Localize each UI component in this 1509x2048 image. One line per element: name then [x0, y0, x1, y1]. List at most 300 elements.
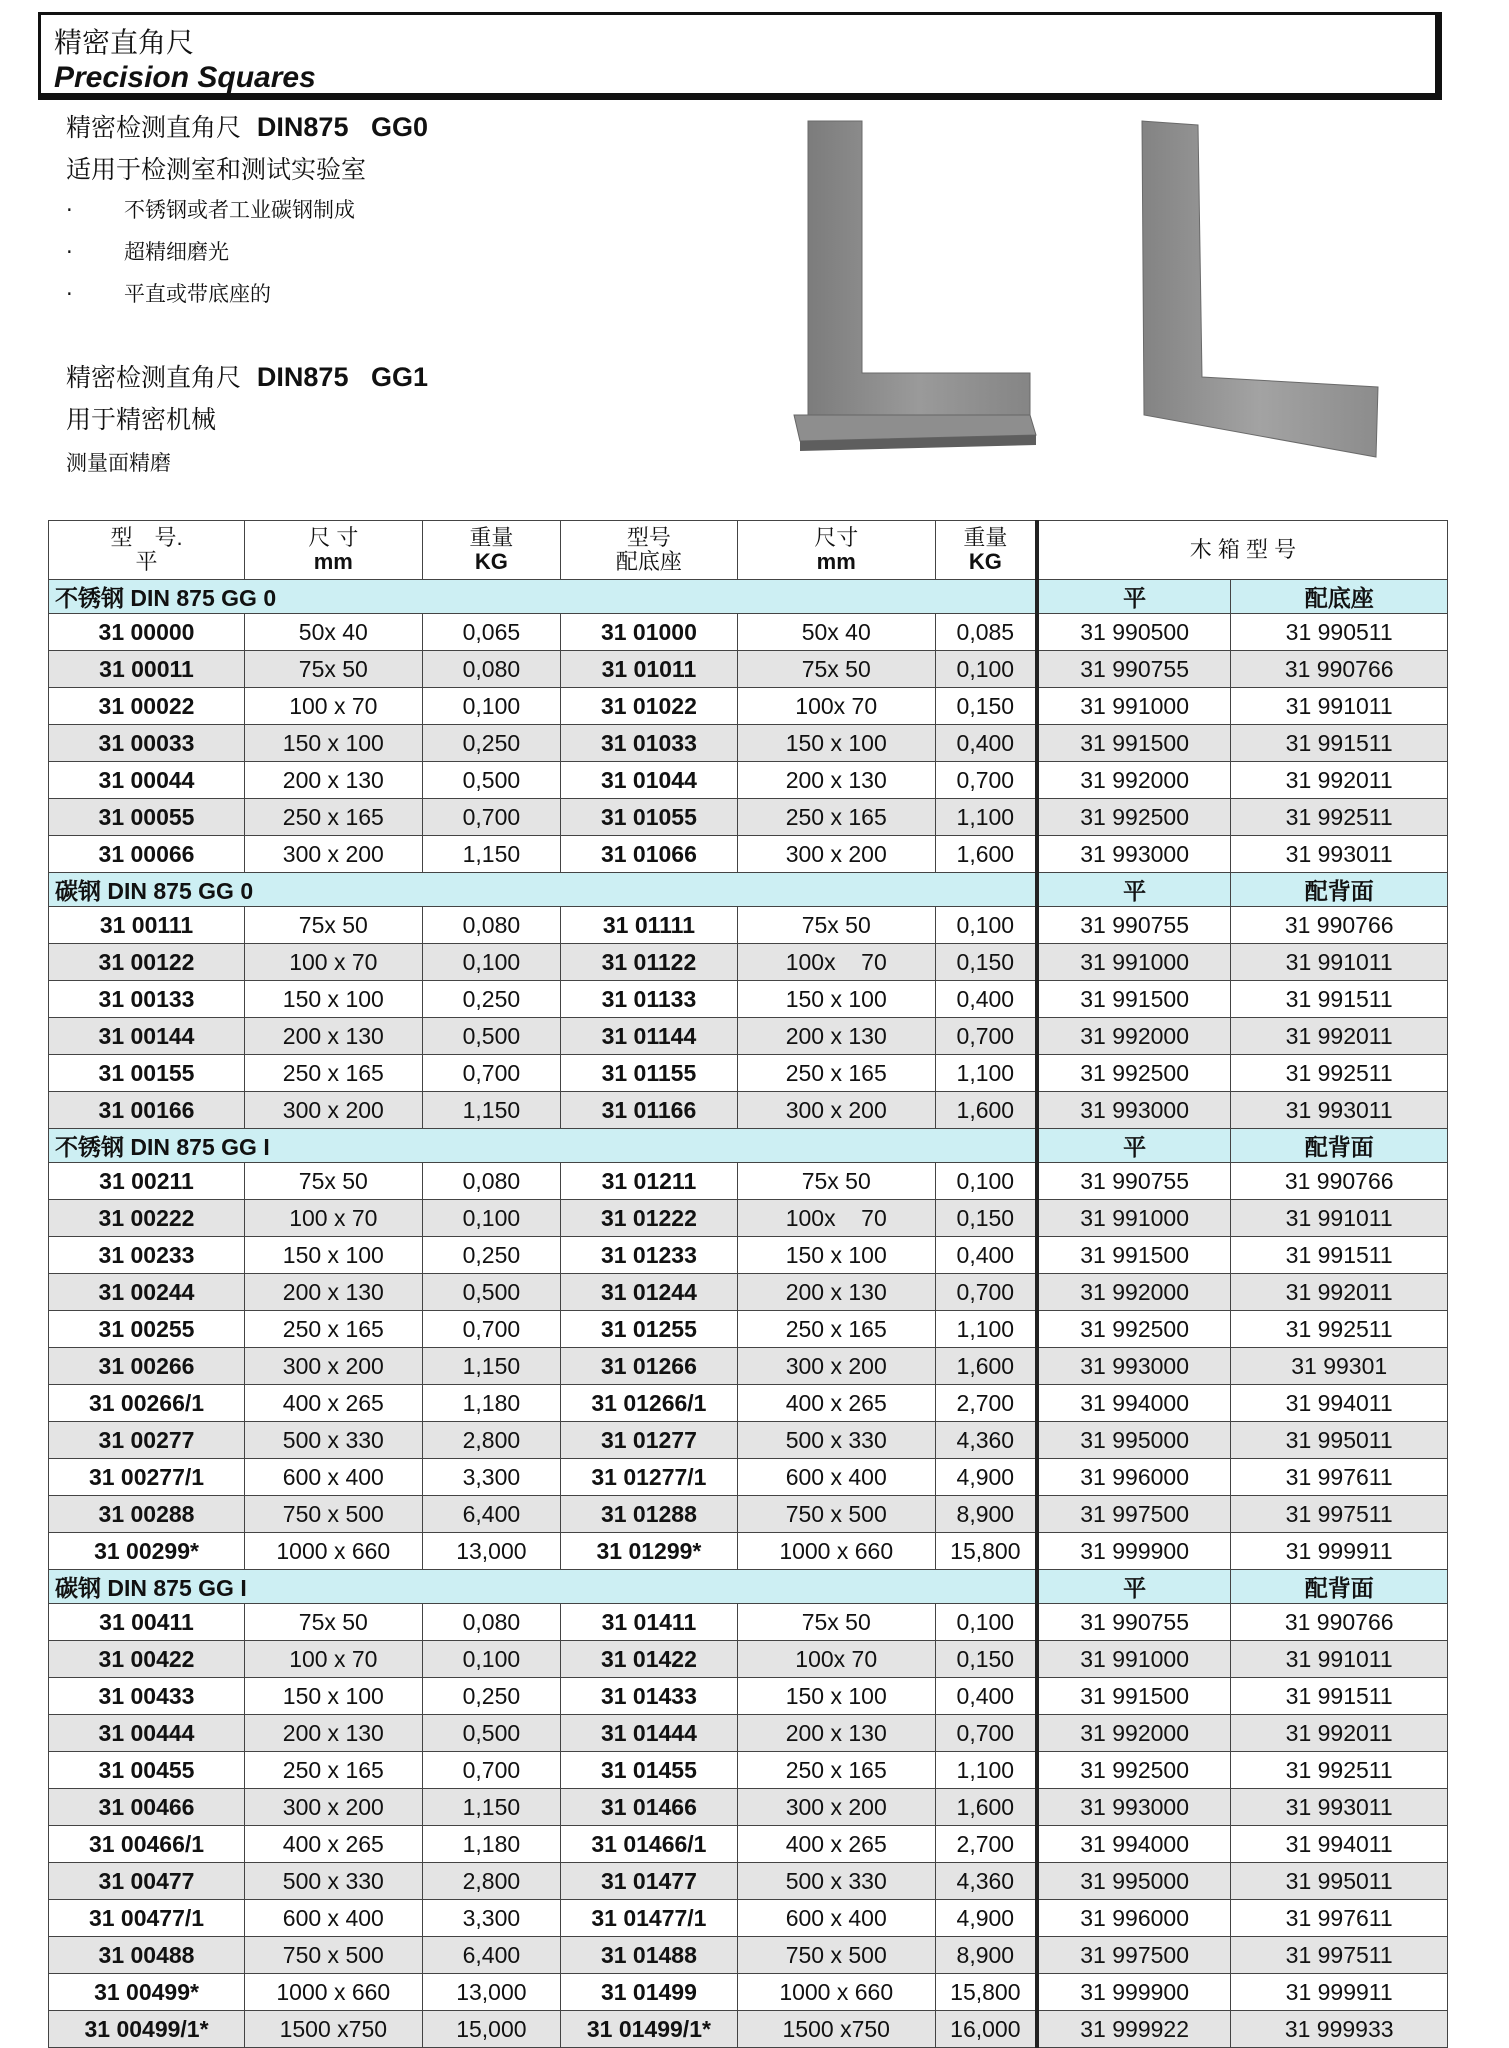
table-cell: 0,250 — [422, 725, 561, 762]
table-row — [49, 1348, 1448, 1385]
table-cell: 200 x 130 — [737, 1715, 935, 1752]
intro2-sub: 用于精密机械 — [66, 405, 217, 434]
bullet-text: 超精细磨光 — [124, 240, 229, 264]
table-cell: 0,150 — [935, 688, 1037, 725]
table-cell: 4,900 — [935, 1900, 1037, 1937]
table-row — [49, 1496, 1448, 1533]
table-cell: 8,900 — [935, 1496, 1037, 1533]
table-cell: 0,100 — [935, 651, 1037, 688]
table-cell: 500 x 330 — [737, 1863, 935, 1900]
table-cell: 31 00466 — [49, 1789, 245, 1826]
table-cell: 0,700 — [422, 799, 561, 836]
table-cell: 31 01211 — [561, 1163, 738, 1200]
table-cell: 0,500 — [422, 762, 561, 799]
col-model-flat: 型 号. 平 — [49, 521, 245, 580]
table-cell: 31 995000 — [1037, 1422, 1231, 1459]
section-header — [49, 873, 1448, 907]
title-box — [38, 12, 1442, 100]
table-cell: 31 00466/1 — [49, 1826, 245, 1863]
table-cell: 1000 x 660 — [245, 1974, 423, 2011]
table-cell: 0,700 — [935, 1274, 1037, 1311]
table-cell: 31 992011 — [1231, 1018, 1448, 1055]
table-cell: 31 994000 — [1037, 1385, 1231, 1422]
table-cell: 0,100 — [935, 1604, 1037, 1641]
table-cell: 1,100 — [935, 1055, 1037, 1092]
table-cell: 0,065 — [422, 614, 561, 651]
table-cell: 0,150 — [935, 944, 1037, 981]
table-cell: 200 x 130 — [245, 1274, 423, 1311]
bullet-3 — [66, 278, 271, 308]
table-cell: 31 995011 — [1231, 1863, 1448, 1900]
table-cell: 75x 50 — [737, 907, 935, 944]
table-row — [49, 1237, 1448, 1274]
table-row — [49, 907, 1448, 944]
intro2-note: 测量面精磨 — [66, 451, 171, 475]
table-cell: 31 01444 — [561, 1715, 738, 1752]
table-cell: 31 992500 — [1037, 1752, 1231, 1789]
table-row — [49, 2011, 1448, 2048]
table-cell: 1000 x 660 — [245, 1533, 423, 1570]
table-cell: 31 00033 — [49, 725, 245, 762]
section-header — [49, 580, 1448, 614]
table-cell: 31 992000 — [1037, 1274, 1231, 1311]
table-cell: 0,400 — [935, 1678, 1037, 1715]
table-cell: 0,500 — [422, 1715, 561, 1752]
table-cell: 600 x 400 — [245, 1459, 423, 1496]
table-cell: 31 01255 — [561, 1311, 738, 1348]
table-row — [49, 1900, 1448, 1937]
table-cell: 0,080 — [422, 651, 561, 688]
table-cell: 31 999922 — [1037, 2011, 1231, 2048]
table-cell: 0,080 — [422, 1604, 561, 1641]
table-cell: 31 995000 — [1037, 1863, 1231, 1900]
intro2-heading-zh: 精密检测直角尺 — [66, 363, 242, 392]
table-cell: 1,180 — [422, 1826, 561, 1863]
table-cell: 31 999900 — [1037, 1533, 1231, 1570]
col-weight-base: 重量 KG — [935, 521, 1037, 580]
table-cell: 31 992000 — [1037, 762, 1231, 799]
table-cell: 300 x 200 — [245, 1092, 423, 1129]
table-cell: 75x 50 — [737, 1604, 935, 1641]
table-cell: 1,150 — [422, 1092, 561, 1129]
table-cell: 250 x 165 — [245, 1752, 423, 1789]
table-cell: 31 01155 — [561, 1055, 738, 1092]
section-box-back: 配背面 — [1231, 873, 1448, 907]
table-cell: 150 x 100 — [737, 1678, 935, 1715]
table-body — [49, 580, 1448, 2048]
table-cell: 100 x 70 — [245, 688, 423, 725]
table-cell: 200 x 130 — [737, 762, 935, 799]
table-cell: 31 991011 — [1231, 688, 1448, 725]
table-cell: 31 01411 — [561, 1604, 738, 1641]
table-cell: 1500 x750 — [245, 2011, 423, 2048]
table-cell: 4,360 — [935, 1422, 1037, 1459]
table-cell: 2,800 — [422, 1422, 561, 1459]
table-cell: 31 992500 — [1037, 1311, 1231, 1348]
table-cell: 250 x 165 — [737, 799, 935, 836]
table-cell: 31 990766 — [1231, 651, 1448, 688]
table-cell: 31 00277/1 — [49, 1459, 245, 1496]
table-cell: 100 x 70 — [245, 944, 423, 981]
table-cell: 250 x 165 — [737, 1055, 935, 1092]
table-cell: 0,500 — [422, 1018, 561, 1055]
table-cell: 31 00111 — [49, 907, 245, 944]
table-cell: 100x 70 — [737, 1200, 935, 1237]
table-cell: 0,150 — [935, 1200, 1037, 1237]
table-cell: 31 01133 — [561, 981, 738, 1018]
table-cell: 31 00299* — [49, 1533, 245, 1570]
table-cell: 31 999911 — [1231, 1974, 1448, 2011]
table-cell: 31 999911 — [1231, 1533, 1448, 1570]
table-cell: 150 x 100 — [737, 725, 935, 762]
table-row — [49, 1092, 1448, 1129]
table-row — [49, 688, 1448, 725]
table-cell: 300 x 200 — [737, 1789, 935, 1826]
table-cell: 31 00444 — [49, 1715, 245, 1752]
table-cell: 31 00255 — [49, 1311, 245, 1348]
table-row — [49, 762, 1448, 799]
table-cell: 31 00433 — [49, 1678, 245, 1715]
col-size-base: 尺寸 mm — [737, 521, 935, 580]
table-cell: 31 993011 — [1231, 1789, 1448, 1826]
table-cell: 31 00044 — [49, 762, 245, 799]
table-cell: 31 993011 — [1231, 836, 1448, 873]
table-cell: 750 x 500 — [737, 1937, 935, 1974]
table-row — [49, 1163, 1448, 1200]
table-cell: 31 01011 — [561, 651, 738, 688]
table-cell: 75x 50 — [737, 1163, 935, 1200]
table-cell: 31 00211 — [49, 1163, 245, 1200]
table-row — [49, 1459, 1448, 1496]
section-header — [49, 1570, 1448, 1604]
table-cell: 1,600 — [935, 1092, 1037, 1129]
table-cell: 1,100 — [935, 1752, 1037, 1789]
table-cell: 8,900 — [935, 1937, 1037, 1974]
table-cell: 31 99301 — [1231, 1348, 1448, 1385]
table-cell: 1500 x750 — [737, 2011, 935, 2048]
table-cell: 500 x 330 — [737, 1422, 935, 1459]
table-cell: 750 x 500 — [245, 1496, 423, 1533]
table-cell: 31 01144 — [561, 1018, 738, 1055]
table-cell: 50x 40 — [245, 614, 423, 651]
table-cell: 0,400 — [935, 981, 1037, 1018]
table-cell: 31 01233 — [561, 1237, 738, 1274]
bullet-mark: · — [66, 282, 73, 306]
table-row — [49, 1055, 1448, 1092]
table-cell: 31 992500 — [1037, 1055, 1231, 1092]
table-cell: 31 01466 — [561, 1789, 738, 1826]
intro1-sub: 适用于检测室和测试实验室 — [66, 155, 367, 184]
section-label: 碳钢 DIN 875 GG I — [49, 1570, 1037, 1604]
title-chinese: 精密直角尺 — [54, 26, 195, 59]
col-weight: 重量 KG — [422, 521, 561, 580]
table-cell: 31 00011 — [49, 651, 245, 688]
table-cell: 31 00144 — [49, 1018, 245, 1055]
table-cell: 31 992000 — [1037, 1018, 1231, 1055]
table-cell: 500 x 330 — [245, 1863, 423, 1900]
table-row — [49, 1604, 1448, 1641]
table-cell: 31 00066 — [49, 836, 245, 873]
table-cell: 31 991511 — [1231, 1237, 1448, 1274]
table-cell: 31 990755 — [1037, 651, 1231, 688]
table-cell: 31 01288 — [561, 1496, 738, 1533]
table-cell: 31 01166 — [561, 1092, 738, 1129]
table-cell: 31 991500 — [1037, 981, 1231, 1018]
table-cell: 1,150 — [422, 836, 561, 873]
table-cell: 1,180 — [422, 1385, 561, 1422]
table-cell: 31 991011 — [1231, 1200, 1448, 1237]
bullet-mark: · — [66, 240, 73, 264]
table-cell: 31 996000 — [1037, 1900, 1231, 1937]
table-cell: 31 00411 — [49, 1604, 245, 1641]
table-cell: 31 01055 — [561, 799, 738, 836]
table-cell: 6,400 — [422, 1496, 561, 1533]
table-cell: 0,500 — [422, 1274, 561, 1311]
table-cell: 31 992511 — [1231, 1311, 1448, 1348]
table-cell: 1,150 — [422, 1348, 561, 1385]
table-cell: 0,250 — [422, 1237, 561, 1274]
table-row — [49, 1863, 1448, 1900]
table-cell: 31 994011 — [1231, 1826, 1448, 1863]
table-cell: 31 991511 — [1231, 981, 1448, 1018]
table-cell: 0,100 — [422, 944, 561, 981]
table-cell: 200 x 130 — [245, 1715, 423, 1752]
table-cell: 300 x 200 — [245, 836, 423, 873]
table-cell: 0,400 — [935, 1237, 1037, 1274]
table-cell: 31 01466/1 — [561, 1826, 738, 1863]
table-cell: 200 x 130 — [245, 1018, 423, 1055]
table-cell: 31 991000 — [1037, 1200, 1231, 1237]
table-cell: 31 991011 — [1231, 1641, 1448, 1678]
section-box-flat: 平 — [1037, 1570, 1231, 1604]
table-row — [49, 1533, 1448, 1570]
table-cell: 1,600 — [935, 836, 1037, 873]
table-cell: 31 990755 — [1037, 1163, 1231, 1200]
table-row — [49, 1018, 1448, 1055]
table-cell: 31 992511 — [1231, 1055, 1448, 1092]
table-cell: 31 00477 — [49, 1863, 245, 1900]
section-box-back: 配底座 — [1231, 580, 1448, 614]
table-cell: 31 997500 — [1037, 1496, 1231, 1533]
table-cell: 31 991500 — [1037, 725, 1231, 762]
table-cell: 31 00155 — [49, 1055, 245, 1092]
table-cell: 0,100 — [935, 1163, 1037, 1200]
table-cell: 31 992011 — [1231, 1715, 1448, 1752]
table-cell: 31 991000 — [1037, 944, 1231, 981]
table-cell: 31 01066 — [561, 836, 738, 873]
table-cell: 15,800 — [935, 1533, 1037, 1570]
table-cell: 0,700 — [422, 1055, 561, 1092]
table-cell: 31 992511 — [1231, 799, 1448, 836]
intro2-heading-en: DIN875 GG1 — [256, 362, 428, 392]
table-cell: 0,700 — [935, 1018, 1037, 1055]
title-english: Precision Squares — [54, 61, 316, 94]
table-cell: 75x 50 — [245, 651, 423, 688]
table-row — [49, 651, 1448, 688]
table-cell: 31 01122 — [561, 944, 738, 981]
table-cell: 31 01277 — [561, 1422, 738, 1459]
table-cell: 1,100 — [935, 1311, 1037, 1348]
table-cell: 2,700 — [935, 1826, 1037, 1863]
table-cell: 31 01266 — [561, 1348, 738, 1385]
table-cell: 2,800 — [422, 1863, 561, 1900]
table-cell: 0,080 — [422, 907, 561, 944]
table-cell: 31 996000 — [1037, 1459, 1231, 1496]
table-cell: 0,700 — [935, 762, 1037, 799]
table-cell: 75x 50 — [737, 651, 935, 688]
table-cell: 31 992000 — [1037, 1715, 1231, 1752]
table-cell: 100x 70 — [737, 944, 935, 981]
table-cell: 400 x 265 — [737, 1385, 935, 1422]
table-cell: 31 00222 — [49, 1200, 245, 1237]
table-cell: 250 x 165 — [737, 1311, 935, 1348]
table-cell: 13,000 — [422, 1974, 561, 2011]
table-cell: 1,100 — [935, 799, 1037, 836]
table-cell: 31 990766 — [1231, 907, 1448, 944]
table-cell: 31 00244 — [49, 1274, 245, 1311]
table-cell: 100x 70 — [737, 688, 935, 725]
table-cell: 1,150 — [422, 1789, 561, 1826]
table-cell: 75x 50 — [245, 907, 423, 944]
product-table — [48, 520, 1448, 2048]
table-cell: 31 00000 — [49, 614, 245, 651]
table-row — [49, 1200, 1448, 1237]
table-cell: 150 x 100 — [245, 725, 423, 762]
table-cell: 0,100 — [422, 1641, 561, 1678]
table-cell: 600 x 400 — [245, 1900, 423, 1937]
table-cell: 31 01499 — [561, 1974, 738, 2011]
table-cell: 31 991011 — [1231, 944, 1448, 981]
table-cell: 300 x 200 — [737, 1348, 935, 1385]
table-cell: 31 01488 — [561, 1937, 738, 1974]
table-cell: 31 992511 — [1231, 1752, 1448, 1789]
table-row — [49, 725, 1448, 762]
table-cell: 31 00133 — [49, 981, 245, 1018]
table-cell: 6,400 — [422, 1937, 561, 1974]
bullet-text: 平直或带底座的 — [124, 282, 271, 306]
table-cell: 250 x 165 — [245, 799, 423, 836]
table-cell: 31 00277 — [49, 1422, 245, 1459]
table-cell: 100 x 70 — [245, 1641, 423, 1678]
table-cell: 31 997511 — [1231, 1937, 1448, 1974]
table-row — [49, 1385, 1448, 1422]
table-header — [49, 521, 1448, 580]
table-cell: 100 x 70 — [245, 1200, 423, 1237]
table-cell: 0,400 — [935, 725, 1037, 762]
table-cell: 31 01000 — [561, 614, 738, 651]
table-row — [49, 836, 1448, 873]
table-cell: 31 00122 — [49, 944, 245, 981]
bullet-text: 不锈钢或者工业碳钢制成 — [124, 198, 355, 222]
table-cell: 31 991500 — [1037, 1237, 1231, 1274]
table-cell: 250 x 165 — [245, 1311, 423, 1348]
section-box-back: 配背面 — [1231, 1129, 1448, 1163]
table-cell: 0,150 — [935, 1641, 1037, 1678]
table-cell: 31 01455 — [561, 1752, 738, 1789]
table-cell: 2,700 — [935, 1385, 1037, 1422]
table-cell: 0,700 — [935, 1715, 1037, 1752]
table-cell: 31 991511 — [1231, 725, 1448, 762]
table-cell: 13,000 — [422, 1533, 561, 1570]
table-cell: 150 x 100 — [737, 981, 935, 1018]
table-cell: 31 994011 — [1231, 1385, 1448, 1422]
table-cell: 15,000 — [422, 2011, 561, 2048]
table-cell: 200 x 130 — [245, 762, 423, 799]
flat-square-image — [1130, 115, 1390, 465]
section-label: 不锈钢 DIN 875 GG 0 — [49, 580, 1037, 614]
table-row — [49, 1974, 1448, 2011]
table-cell: 31 993000 — [1037, 1092, 1231, 1129]
table-cell: 31 01022 — [561, 688, 738, 725]
table-cell: 31 00166 — [49, 1092, 245, 1129]
table-cell: 31 00488 — [49, 1937, 245, 1974]
table-cell: 31 991511 — [1231, 1678, 1448, 1715]
table-cell: 31 991000 — [1037, 688, 1231, 725]
table-cell: 300 x 200 — [737, 836, 935, 873]
table-cell: 0,100 — [422, 1200, 561, 1237]
table-cell: 16,000 — [935, 2011, 1037, 2048]
table-cell: 300 x 200 — [737, 1092, 935, 1129]
table-cell: 31 991500 — [1037, 1678, 1231, 1715]
table-cell: 750 x 500 — [245, 1937, 423, 1974]
table-row — [49, 1422, 1448, 1459]
table-cell: 31 00455 — [49, 1752, 245, 1789]
table-row — [49, 614, 1448, 651]
section-label: 碳钢 DIN 875 GG 0 — [49, 873, 1037, 907]
table-cell: 31 993000 — [1037, 1348, 1231, 1385]
table-row — [49, 944, 1448, 981]
table-cell: 0,080 — [422, 1163, 561, 1200]
table-cell: 1,600 — [935, 1789, 1037, 1826]
table-cell: 15,800 — [935, 1974, 1037, 2011]
table-cell: 31 00266 — [49, 1348, 245, 1385]
table-cell: 150 x 100 — [245, 1237, 423, 1274]
table-row — [49, 1937, 1448, 1974]
table-cell: 31 01266/1 — [561, 1385, 738, 1422]
table-cell: 0,250 — [422, 1678, 561, 1715]
table-cell: 31 01222 — [561, 1200, 738, 1237]
table-cell: 31 990500 — [1037, 614, 1231, 651]
section-box-flat: 平 — [1037, 580, 1231, 614]
table-cell: 31 992011 — [1231, 762, 1448, 799]
table-cell: 31 00499* — [49, 1974, 245, 2011]
table-cell: 31 00288 — [49, 1496, 245, 1533]
table-cell: 4,360 — [935, 1863, 1037, 1900]
table-cell: 400 x 265 — [737, 1826, 935, 1863]
table-cell: 150 x 100 — [245, 981, 423, 1018]
table-row — [49, 1715, 1448, 1752]
table-cell: 31 994000 — [1037, 1826, 1231, 1863]
table-cell: 300 x 200 — [245, 1348, 423, 1385]
table-cell: 0,700 — [422, 1752, 561, 1789]
table-cell: 31 00422 — [49, 1641, 245, 1678]
table-cell: 0,085 — [935, 614, 1037, 651]
table-cell: 400 x 265 — [245, 1385, 423, 1422]
bullet-mark: · — [66, 198, 73, 222]
table-row — [49, 1678, 1448, 1715]
table-cell: 1,600 — [935, 1348, 1037, 1385]
section-box-flat: 平 — [1037, 1129, 1231, 1163]
col-size: 尺 寸 mm — [245, 521, 423, 580]
table-cell: 600 x 400 — [737, 1900, 935, 1937]
bullet-1 — [66, 194, 355, 224]
table-cell: 31 01244 — [561, 1274, 738, 1311]
table-cell: 31 00055 — [49, 799, 245, 836]
table-cell: 31 990766 — [1231, 1604, 1448, 1641]
table-row — [49, 1311, 1448, 1348]
table-cell: 31 999900 — [1037, 1974, 1231, 2011]
table-cell: 75x 50 — [245, 1604, 423, 1641]
